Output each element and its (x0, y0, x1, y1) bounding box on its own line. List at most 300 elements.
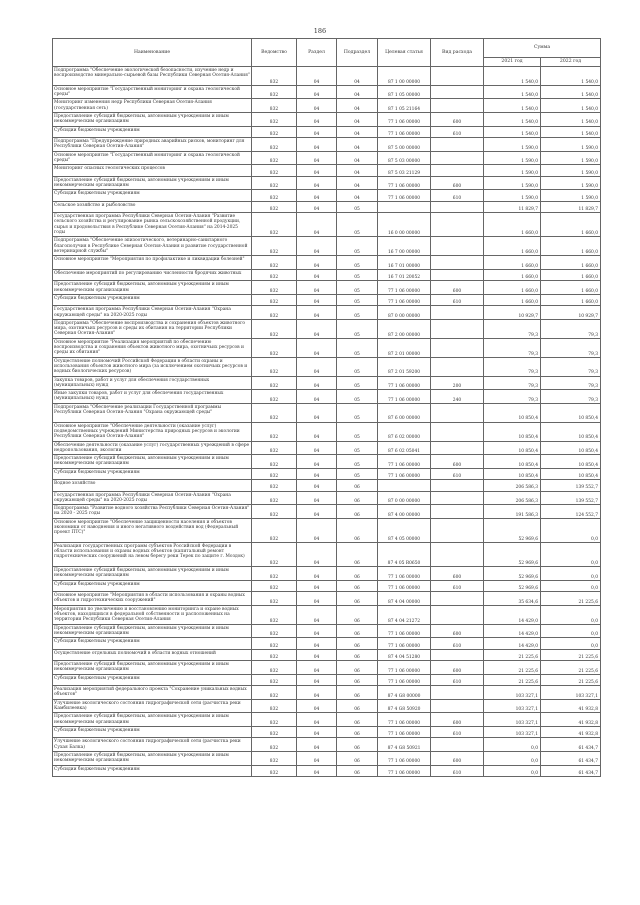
table-row (53, 699, 601, 713)
row-subsection: 06 (337, 661, 378, 675)
row-expense-type: 200 (431, 376, 484, 390)
row-ministry: 832 (252, 67, 297, 86)
row-target: 87 1 00 00000 (378, 67, 431, 86)
row-name: Основное мероприятие "Государственный мониторинг и охрана геологической среды" (53, 151, 252, 165)
row-section: 04 (297, 738, 337, 752)
table-row (53, 638, 601, 649)
row-expense-type (431, 441, 484, 455)
row-name: Подпрограмма "Обеспечение реализации Государственной программы Республики Северная Осетия-Алания "Охрана окружающей среды" (53, 403, 252, 422)
row-name: Основное мероприятие "Обеспечение защищенности населения и объектов экономики от наводнения и иного негативного воздействия вод (Федеральный проект ПТС)" (53, 518, 252, 542)
row-section: 04 (297, 752, 337, 766)
row-ministry: 832 (252, 113, 297, 127)
row-sum-2021: 10 850,4 (484, 403, 541, 422)
row-target: 77 1 06 00000 (378, 661, 431, 675)
row-subsection: 04 (337, 190, 378, 201)
table-row (53, 580, 601, 591)
row-sum-2022: 124 552,7 (541, 505, 601, 519)
table-row (53, 543, 601, 567)
row-sum-2022: 0,0 (541, 543, 601, 567)
row-section: 04 (297, 338, 337, 357)
row-ministry: 832 (252, 727, 297, 738)
row-subsection: 04 (337, 67, 378, 86)
row-target: 77 1 06 00000 (378, 113, 431, 127)
row-ministry: 832 (252, 256, 297, 270)
table-row (53, 403, 601, 422)
row-name: Осуществление отдельных полномочий в области водных отношений (53, 649, 252, 660)
row-subsection: 06 (337, 624, 378, 638)
row-sum-2022: 10 850,4 (541, 455, 601, 469)
row-ministry: 832 (252, 491, 297, 505)
row-expense-type (431, 201, 484, 212)
table-row (53, 674, 601, 685)
header-ministry: Ведомство (252, 39, 297, 67)
row-sum-2022: 1 540,0 (541, 99, 601, 113)
row-name: Водное хозяйство (53, 480, 252, 491)
row-expense-type: 610 (431, 638, 484, 649)
header-year-2022: 2022 год (541, 58, 601, 67)
table-row (53, 727, 601, 738)
row-sum-2022: 0,0 (541, 580, 601, 591)
row-name: Закупка товаров, работ и услуг для обеспечения государственных (муниципальных) нужд (53, 376, 252, 390)
row-target: 77 1 06 00000 (378, 390, 431, 404)
row-expense-type (431, 338, 484, 357)
row-sum-2022: 79,3 (541, 376, 601, 390)
table-row (53, 99, 601, 113)
row-sum-2022: 41 932,8 (541, 699, 601, 713)
row-ministry: 832 (252, 165, 297, 176)
row-expense-type: 610 (431, 765, 484, 776)
row-section: 04 (297, 99, 337, 113)
row-target: 87 2 00 00000 (378, 319, 431, 338)
table-row (53, 165, 601, 176)
row-name: Государственная программа Республики Северная Осетия-Алания "Охрана окружающей среды" на 2020-2025 годы (53, 491, 252, 505)
row-sum-2022: 1 660,0 (541, 294, 601, 305)
row-sum-2022: 1 540,0 (541, 85, 601, 99)
row-expense-type (431, 649, 484, 660)
row-ministry: 832 (252, 306, 297, 320)
row-sum-2021: 52 969,6 (484, 580, 541, 591)
row-section: 04 (297, 269, 337, 280)
row-expense-type: 600 (431, 281, 484, 295)
row-sum-2021: 103 327,1 (484, 713, 541, 727)
row-sum-2022: 1 660,0 (541, 213, 601, 237)
row-sum-2021: 1 540,0 (484, 99, 541, 113)
row-expense-type (431, 138, 484, 152)
row-subsection: 06 (337, 518, 378, 542)
row-expense-type: 610 (431, 126, 484, 137)
row-section: 04 (297, 306, 337, 320)
row-target: 77 1 06 00000 (378, 752, 431, 766)
row-subsection: 05 (337, 294, 378, 305)
row-expense-type (431, 319, 484, 338)
row-name: Обеспечение деятельности (оказание услуг) государственных учреждений в сфере недропользования, экологии (53, 441, 252, 455)
row-sum-2022: 61 434,7 (541, 765, 601, 776)
row-subsection: 05 (337, 213, 378, 237)
table-row (53, 738, 601, 752)
row-expense-type (431, 403, 484, 422)
row-sum-2022: 0,0 (541, 518, 601, 542)
row-expense-type: 600 (431, 567, 484, 581)
row-sum-2022: 0,0 (541, 567, 601, 581)
row-section: 04 (297, 518, 337, 542)
header-target: Целевая статья (378, 39, 431, 67)
row-sum-2022: 10 929,7 (541, 306, 601, 320)
row-section: 04 (297, 201, 337, 212)
row-name: Основное мероприятие "Государственный мониторинг и охрана геологической среды" (53, 85, 252, 99)
row-sum-2022: 10 850,4 (541, 422, 601, 441)
row-section: 04 (297, 468, 337, 479)
row-ministry: 832 (252, 201, 297, 212)
row-sum-2022: 10 850,4 (541, 441, 601, 455)
row-sum-2022: 41 932,8 (541, 727, 601, 738)
row-target: 16 0 00 00000 (378, 213, 431, 237)
table-row (53, 518, 601, 542)
row-section: 04 (297, 319, 337, 338)
row-sum-2021: 21 225,6 (484, 674, 541, 685)
row-target: 87 5 03 00000 (378, 151, 431, 165)
row-target: 87 4 00 00000 (378, 505, 431, 519)
header-subsection: Подраздел (337, 39, 378, 67)
header-sum: Сумма (484, 39, 601, 58)
row-expense-type (431, 699, 484, 713)
row-name: Осуществление полномочий Российской Федерации в области охраны и использования объектов животного мира (за исключением охотничьих ресурсов и водных биологических ресурсов) (53, 357, 252, 376)
row-ministry: 832 (252, 765, 297, 776)
row-ministry: 832 (252, 592, 297, 606)
row-sum-2022: 41 932,8 (541, 713, 601, 727)
row-name: Предоставление субсидий бюджетным, автономным учреждениям и иным некоммерческим организациям (53, 624, 252, 638)
row-sum-2022: 1 590,0 (541, 138, 601, 152)
row-sum-2021: 79,3 (484, 390, 541, 404)
row-target: 77 1 06 00000 (378, 765, 431, 776)
row-name: Предоставление субсидий бюджетным, автономным учреждениям и иным некоммерческим организациям (53, 281, 252, 295)
table-row (53, 213, 601, 237)
row-sum-2022: 1 660,0 (541, 256, 601, 270)
row-sum-2022: 139 552,7 (541, 480, 601, 491)
row-target: 87 4 04 00000 (378, 592, 431, 606)
row-target: 77 1 06 00000 (378, 727, 431, 738)
row-section: 04 (297, 67, 337, 86)
row-sum-2021: 206 586,3 (484, 480, 541, 491)
row-name: Основное мероприятие "Реализация мероприятий по обеспечению воспроизводства и сохранения объектов животного мира, охотничьих ресурсов и среды их обитания" (53, 338, 252, 357)
row-sum-2021: 10 850,4 (484, 422, 541, 441)
row-sum-2022: 1 660,0 (541, 269, 601, 280)
row-sum-2022: 139 552,7 (541, 491, 601, 505)
row-expense-type (431, 505, 484, 519)
row-sum-2022: 0,0 (541, 624, 601, 638)
row-expense-type (431, 67, 484, 86)
row-subsection: 06 (337, 605, 378, 624)
row-subsection: 05 (337, 306, 378, 320)
row-sum-2021: 103 327,1 (484, 727, 541, 738)
table-row (53, 713, 601, 727)
row-name: Улучшение экологического состояния гидрографической сети (расчистка реки Камбилеевка) (53, 699, 252, 713)
row-target: 77 1 06 00000 (378, 713, 431, 727)
row-ministry: 832 (252, 422, 297, 441)
row-expense-type (431, 306, 484, 320)
table-row (53, 505, 601, 519)
table-row (53, 201, 601, 212)
table-row (53, 294, 601, 305)
row-sum-2022: 1 540,0 (541, 126, 601, 137)
row-subsection: 06 (337, 699, 378, 713)
row-sum-2021: 79,3 (484, 376, 541, 390)
row-target: 87 0 00 00000 (378, 491, 431, 505)
row-sum-2022: 0,0 (541, 605, 601, 624)
header-year-2021: 2021 год (484, 58, 541, 67)
row-sum-2021: 14 429,0 (484, 638, 541, 649)
page-number: 186 (313, 27, 327, 35)
row-name: Основное мероприятие "Обеспечение деятельности (оказание услуг) подведомственных учреждений Министерства природных ресурсов и экологии Республики Северная Осетия-Алания" (53, 422, 252, 441)
row-expense-type (431, 686, 484, 700)
row-target: 87 4 G8 50921 (378, 738, 431, 752)
row-ministry: 832 (252, 468, 297, 479)
row-expense-type: 600 (431, 113, 484, 127)
row-target: 77 1 06 00000 (378, 624, 431, 638)
row-ministry: 832 (252, 294, 297, 305)
row-target: 77 1 06 00000 (378, 580, 431, 591)
table-row (53, 661, 601, 675)
row-name: Мониторинг опасных геологических процессов (53, 165, 252, 176)
table-row (53, 455, 601, 469)
row-target: 87 4 04 21272 (378, 605, 431, 624)
row-sum-2021: 1 590,0 (484, 165, 541, 176)
row-ministry: 832 (252, 176, 297, 190)
row-subsection: 04 (337, 176, 378, 190)
row-section: 04 (297, 699, 337, 713)
row-expense-type: 610 (431, 580, 484, 591)
table-row (53, 176, 601, 190)
row-subsection: 06 (337, 491, 378, 505)
row-name: Предоставление субсидий бюджетным, автономным учреждениям и иным некоммерческим организациям (53, 752, 252, 766)
row-subsection: 06 (337, 765, 378, 776)
row-subsection: 06 (337, 649, 378, 660)
row-subsection: 06 (337, 638, 378, 649)
table-row (53, 67, 601, 86)
row-expense-type: 600 (431, 176, 484, 190)
row-name: Субсидии бюджетным учреждениям (53, 190, 252, 201)
row-sum-2022: 21 225,6 (541, 674, 601, 685)
row-subsection: 05 (337, 441, 378, 455)
row-target: 77 1 06 00000 (378, 376, 431, 390)
row-name: Предоставление субсидий бюджетным, автономным учреждениям и иным некоммерческим организациям (53, 113, 252, 127)
row-section: 04 (297, 390, 337, 404)
row-name: Предоставление субсидий бюджетным, автономным учреждениям и иным некоммерческим организациям (53, 455, 252, 469)
row-section: 04 (297, 237, 337, 256)
row-subsection: 06 (337, 674, 378, 685)
row-section: 04 (297, 686, 337, 700)
row-sum-2021: 1 540,0 (484, 85, 541, 99)
row-sum-2021: 21 225,6 (484, 649, 541, 660)
row-ministry: 832 (252, 455, 297, 469)
header-name: Наименование (53, 39, 252, 67)
row-sum-2021: 1 660,0 (484, 256, 541, 270)
row-target: 77 1 06 00000 (378, 281, 431, 295)
row-target: 87 4 G8 00000 (378, 686, 431, 700)
table-row (53, 151, 601, 165)
row-sum-2021: 1 590,0 (484, 151, 541, 165)
row-sum-2021: 79,3 (484, 357, 541, 376)
row-ministry: 832 (252, 376, 297, 390)
budget-table (52, 38, 601, 777)
row-section: 04 (297, 713, 337, 727)
row-ministry: 832 (252, 661, 297, 675)
row-name: Субсидии бюджетным учреждениям (53, 468, 252, 479)
row-ministry: 832 (252, 390, 297, 404)
row-name: Субсидии бюджетным учреждениям (53, 638, 252, 649)
row-name: Субсидии бюджетным учреждениям (53, 580, 252, 591)
row-ministry: 832 (252, 752, 297, 766)
row-ministry: 832 (252, 580, 297, 591)
row-sum-2022: 61 434,7 (541, 738, 601, 752)
row-sum-2021: 103 327,1 (484, 699, 541, 713)
row-ministry: 832 (252, 505, 297, 519)
row-target: 87 2 01 59200 (378, 357, 431, 376)
row-section: 04 (297, 567, 337, 581)
row-name: Основное мероприятие "Мероприятия по профилактике и ликвидации болезней" (53, 256, 252, 270)
row-sum-2022: 79,3 (541, 319, 601, 338)
row-ministry: 832 (252, 403, 297, 422)
row-sum-2021: 10 850,4 (484, 468, 541, 479)
row-subsection: 06 (337, 713, 378, 727)
row-sum-2021: 0,0 (484, 752, 541, 766)
row-name: Реализация мероприятий федерального проекта "Сохранение уникальных водных объектов" (53, 686, 252, 700)
row-subsection: 05 (337, 256, 378, 270)
row-expense-type: 600 (431, 624, 484, 638)
row-ministry: 832 (252, 269, 297, 280)
row-subsection: 05 (337, 376, 378, 390)
row-ministry: 832 (252, 699, 297, 713)
row-name: Субсидии бюджетным учреждениям (53, 294, 252, 305)
row-expense-type: 600 (431, 752, 484, 766)
row-target: 87 6 02 00000 (378, 422, 431, 441)
row-expense-type (431, 237, 484, 256)
row-expense-type (431, 605, 484, 624)
row-target (378, 201, 431, 212)
row-target: 87 2 01 00000 (378, 338, 431, 357)
row-name: Субсидии бюджетным учреждениям (53, 126, 252, 137)
row-section: 04 (297, 624, 337, 638)
row-section: 04 (297, 190, 337, 201)
row-section: 04 (297, 403, 337, 422)
row-target: 87 4 05 R0650 (378, 543, 431, 567)
row-sum-2022: 1 540,0 (541, 67, 601, 86)
row-name: Государственная программа Республики Северная Осетия-Алания "Охрана окружающей среды" на 2020-2025 годы (53, 306, 252, 320)
row-subsection: 05 (337, 237, 378, 256)
row-section: 04 (297, 491, 337, 505)
row-expense-type (431, 480, 484, 491)
row-ministry: 832 (252, 319, 297, 338)
row-section: 04 (297, 605, 337, 624)
row-name: Обеспечение мероприятий по регулированию численности бродячих животных (53, 269, 252, 280)
row-subsection: 04 (337, 99, 378, 113)
row-sum-2022: 1 540,0 (541, 113, 601, 127)
row-target: 77 1 06 00000 (378, 455, 431, 469)
table-row (53, 376, 601, 390)
row-expense-type: 610 (431, 190, 484, 201)
row-subsection: 04 (337, 126, 378, 137)
row-expense-type (431, 256, 484, 270)
budget-table-container (52, 38, 600, 777)
row-ministry: 832 (252, 605, 297, 624)
row-ministry: 832 (252, 281, 297, 295)
row-expense-type: 600 (431, 455, 484, 469)
row-subsection: 06 (337, 727, 378, 738)
row-sum-2022: 21 225,6 (541, 592, 601, 606)
row-target (378, 480, 431, 491)
row-name: Предоставление субсидий бюджетным, автономным учреждениям и иным некоммерческим организациям (53, 713, 252, 727)
row-section: 04 (297, 85, 337, 99)
row-ministry: 832 (252, 649, 297, 660)
row-ministry: 832 (252, 190, 297, 201)
row-section: 04 (297, 294, 337, 305)
row-name: Государственная программа Республики Северная Осетия-Алания "Развитие сельского хозяйства и регулирование рынка сельскохозяйственной продукции, сырья и продовольствия в Республике Северная Осетия-Алания" на 2014-2025 годы (53, 213, 252, 237)
row-subsection: 06 (337, 580, 378, 591)
row-subsection: 06 (337, 738, 378, 752)
row-subsection: 05 (337, 319, 378, 338)
table-row (53, 441, 601, 455)
row-ministry: 832 (252, 138, 297, 152)
row-sum-2021: 14 429,0 (484, 605, 541, 624)
row-target: 77 1 06 00000 (378, 190, 431, 201)
row-name: Подпрограмма "Обеспечение воспроизводства и сохранения объектов животного мира, охотничьих ресурсов и среды их обитания на территории Республики Северная Осетия-Алания" (53, 319, 252, 338)
row-name: Основное мероприятие "Мероприятия в области использования и охраны водных объектов и гидротехнических сооружений" (53, 592, 252, 606)
row-section: 04 (297, 592, 337, 606)
row-ministry: 832 (252, 480, 297, 491)
table-row (53, 480, 601, 491)
row-ministry: 832 (252, 543, 297, 567)
table-row (53, 269, 601, 280)
row-section: 04 (297, 113, 337, 127)
row-sum-2022: 10 850,4 (541, 468, 601, 479)
row-subsection: 05 (337, 403, 378, 422)
row-expense-type: 600 (431, 661, 484, 675)
row-target: 87 4 04 51280 (378, 649, 431, 660)
row-ministry: 832 (252, 213, 297, 237)
row-ministry: 832 (252, 151, 297, 165)
row-ministry: 832 (252, 237, 297, 256)
row-sum-2021: 1 590,0 (484, 176, 541, 190)
row-name: Подпрограмма "Предупреждение природных аварийных рисков, мониторинг для Республики Северная Осетия-Алания" (53, 138, 252, 152)
table-row (53, 752, 601, 766)
table-row (53, 126, 601, 137)
row-sum-2021: 1 540,0 (484, 67, 541, 86)
row-target: 16 7 01 00000 (378, 256, 431, 270)
row-ministry: 832 (252, 567, 297, 581)
row-ministry: 832 (252, 357, 297, 376)
row-expense-type (431, 151, 484, 165)
row-sum-2021: 0,0 (484, 765, 541, 776)
row-name: Сельское хозяйство и рыболовство (53, 201, 252, 212)
row-sum-2022: 1 590,0 (541, 176, 601, 190)
row-section: 04 (297, 505, 337, 519)
row-expense-type (431, 738, 484, 752)
row-name: Субсидии бюджетным учреждениям (53, 674, 252, 685)
row-section: 04 (297, 376, 337, 390)
row-name: Предоставление субсидий бюджетным, автономным учреждениям и иным некоммерческим организациям (53, 661, 252, 675)
row-sum-2022: 79,3 (541, 357, 601, 376)
row-sum-2021: 206 586,3 (484, 491, 541, 505)
row-expense-type: 610 (431, 727, 484, 738)
row-subsection: 06 (337, 592, 378, 606)
table-row (53, 319, 601, 338)
row-sum-2022: 0,0 (541, 638, 601, 649)
row-target: 77 1 06 00000 (378, 567, 431, 581)
row-ministry: 832 (252, 713, 297, 727)
row-target: 77 1 06 00000 (378, 638, 431, 649)
table-row (53, 190, 601, 201)
row-expense-type (431, 543, 484, 567)
row-section: 04 (297, 213, 337, 237)
